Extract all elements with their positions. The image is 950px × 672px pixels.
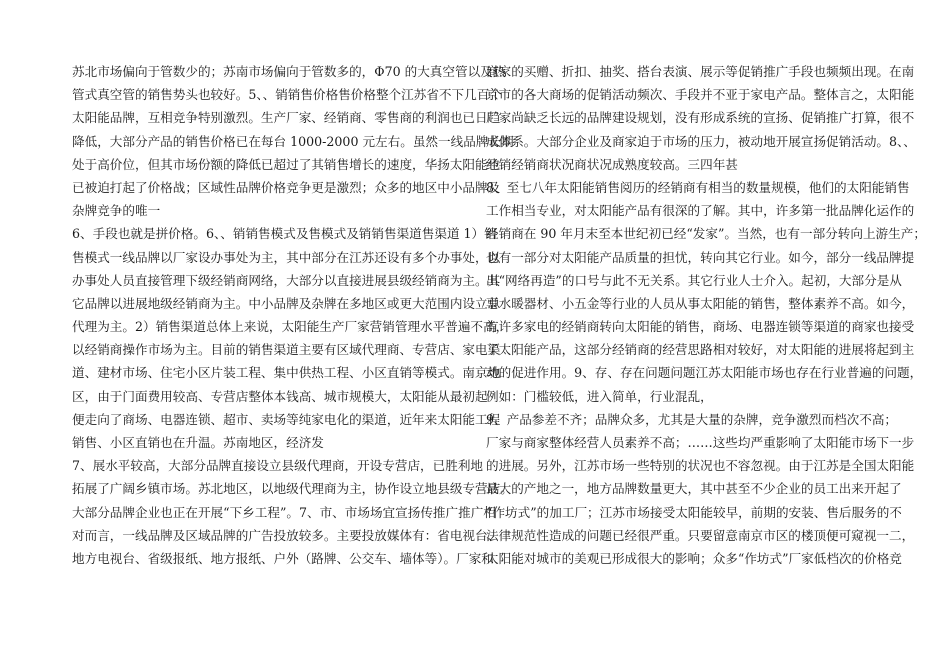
text-line: 它品牌以进展地级经销商为主。中小品牌及杂牌在多地区或更大范围内设立总 <box>72 295 501 311</box>
left-text-column <box>72 60 514 570</box>
text-line: 苏北市场偏向于管数少的；苏南市场偏向于管数多的，Φ70 的大真空管以及热 <box>72 64 506 79</box>
text-line: 拓展了广阔乡镇市场。苏北地区，以地级代理商为主，协作设立地县级专营店。 <box>72 481 513 497</box>
text-line: 成体系。大部分企业及商家迫于市场的压力，被动地开展宣扬促销活动。8、、 <box>486 133 916 149</box>
text-line: 办事处人员直接管理下级经销商网络，大部分以直接进展县级经销商为主。其 <box>72 272 501 288</box>
text-line: 厂家尚缺乏长远的品牌建设规划，没有形成系统的宣扬、促销推广打算，很不 <box>486 110 915 126</box>
text-line: 处于高价位，但其市场份额的降低已超过了其销售增长的速度，华扬太阳能也 <box>72 156 501 172</box>
text-line: 已被迫打起了价格战；区域性品牌价格竞争更是激烈；众多的地区中小品牌及 <box>72 179 501 195</box>
text-line: 有许多家电的经销商转向太阳能的销售，商场、电器连锁等渠道的商家也接受 <box>486 319 915 335</box>
text-line: 动的促进作用。9、存、存在问题问题江苏太阳能市场也存在行业普遍的问题， <box>486 365 923 381</box>
text-line: 例如：门槛较低，进入简单，行业混乱， <box>486 388 713 404</box>
text-line: 以经销商操作市场为主。目前的销售渠道主要有区域代理商、专营店、家电渠 <box>72 342 501 358</box>
text-line: 地方电视台、省级报纸、地方报纸、户外（路牌、公交车、墙体等）。厂家和 <box>72 550 494 566</box>
text-line: 工作相当专业，对太阳能产品有很深的了解。其中，许多第一批品牌化运作的 <box>486 203 915 219</box>
text-line: 商家的买赠、折扣、抽奖、搭台表演、展示等促销推广手段也频频出现。在南 <box>486 64 915 79</box>
text-line: 7、展水平较高，大部分品牌直接设立县级代理商，开设专营店，已胜利地 <box>72 458 484 474</box>
text-line: 经销商在 90 年月末至本世纪初已经“发家”。当然，也有一部分转向上游生产； <box>486 226 926 242</box>
text-line: 对而言，一线品牌及区域品牌的广告投放较多。主要投放媒体有：省电视台、 <box>72 527 501 543</box>
text-line: 事水暖器材、小五金等行业的人员从事太阳能的销售，整体素养不高。如今， <box>486 295 915 311</box>
text-line: 太阳能品牌，互相竞争特别激烈。生产厂家、经销商、零售商的利润也已日趋 <box>72 110 501 126</box>
text-line: 也有一部分对太阳能产品质量的担忧，转向其它行业。如今，部分一线品牌提 <box>486 249 915 265</box>
text-line: 经销经销商状况商状况成熟度较高。三四年甚 <box>486 156 738 172</box>
text-line: 最大的产地之一，地方品牌数量更大，其中甚至不少企业的员工出来开起了 <box>486 481 902 497</box>
text-line: 厂家与商家整体经营人员素养不高；……这些均严重影响了太阳能市场下一步 <box>486 435 915 450</box>
text-line: 出“网络再造”的口号与此不无关系。其它行业人士介入。起初，大部分是从 <box>486 272 902 288</box>
text-line: 太阳能对城市的美观已形成很大的影响；众多“作坊式”厂家低档次的价格竞 <box>486 550 902 566</box>
text-line: 京市的各大商场的促销活动频次、手段并不亚于家电产品。整体言之，太阳能 <box>486 87 915 103</box>
text-line: 便走向了商场、电器连锁、超市、卖场等纯家电化的渠道，近年来太阳能工程 <box>72 411 501 427</box>
text-line: 销售、小区直销也在升温。苏南地区，经济发 <box>72 435 324 450</box>
text-line: 杂牌竞争的唯一 <box>72 203 161 219</box>
text-line: 的进展。另外，江苏市场一些特别的状况也不容忽视。由于江苏是全国太阳能 <box>486 458 915 474</box>
text-line: 8、至七八年太阳能销售阅历的经销商有相当的数量规模，他们的太阳能销售 <box>486 179 910 195</box>
text-line: 降低，大部分产品的销售价格已在每台 1000-2000 元左右。虽然一线品牌长期 <box>72 133 514 149</box>
text-line: 法律规范性造成的问题已经很严重。只要留意南京市区的楼顶便可窥视一二， <box>486 527 915 543</box>
text-line: 售模式一线品牌以厂家设办事处为主，其中部分在江苏还设有多个办事处，以 <box>72 249 501 265</box>
text-line: 大部分品牌企业也正在开展“下乡工程”。7、市、市场场宜宣扬传推广推广相 <box>72 504 496 520</box>
text-line: 管式真空管的销售势头也较好。5、、销销售价格售价格整个江苏省不下几百个 <box>72 87 502 103</box>
right-text-column <box>486 60 926 570</box>
text-line: 了太阳能产品，这部分经销商的经营思路相对较好，对太阳能的进展将起到主 <box>486 342 915 358</box>
text-line: 区，由于门面费用较高、专营店整体本钱高、城市规模大，太阳能从最初起 <box>72 388 488 404</box>
text-line: 代理为主。2）销售渠道总体上来说，太阳能生产厂家营销管理水平普遍不高， <box>72 319 509 335</box>
text-line: 9、产品参差不齐；品牌众多，尤其是大量的杂牌，竞争激烈而档次不高； <box>486 411 898 427</box>
text-line: 道、建材市场、住宅小区片装工程、集中供热工程、小区直销等模式。南京地 <box>72 365 501 381</box>
text-line: 6、手段也就是拼价格。6、、销销售模式及售模式及销销售渠道售渠道 1）销 <box>72 226 497 242</box>
text-line: “作坊式”的加工厂；江苏市场接受太阳能较早，前期的安装、售后服务的不 <box>486 504 902 520</box>
